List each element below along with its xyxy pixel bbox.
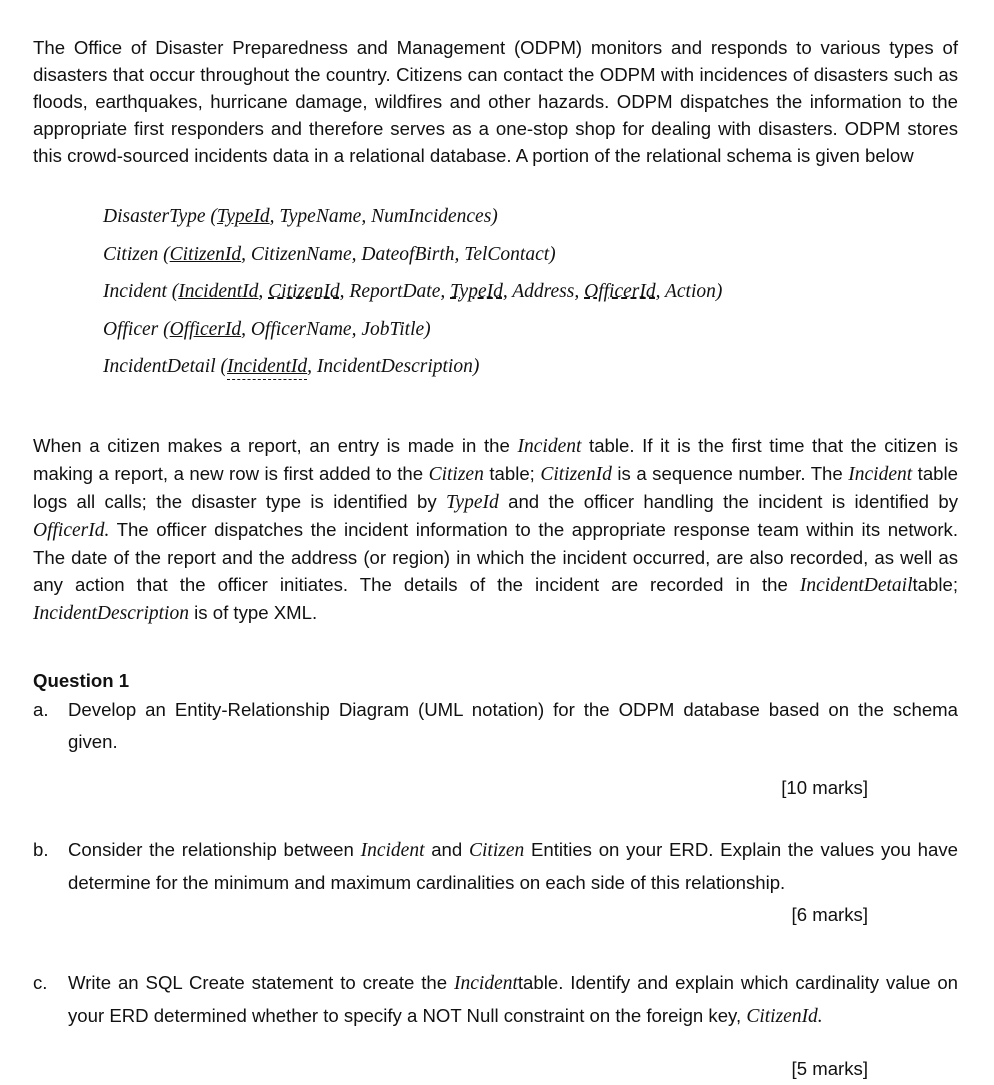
schema-attributes: , OfficerName, JobTitle) bbox=[241, 318, 431, 340]
text-run: and the officer handling the incident is identified by bbox=[498, 490, 958, 512]
text-run: and bbox=[424, 838, 469, 860]
italic-term: IncidentDescription bbox=[33, 602, 189, 624]
text-run: table. Identify and explain which cardinality value on your ERD determined whether to specify a NOT Null constraint on the foreign key, bbox=[68, 971, 959, 1026]
italic-term: Citizen bbox=[468, 839, 525, 861]
marks-b: [6 marks] bbox=[791, 903, 868, 925]
italic-term: TypeId bbox=[446, 491, 499, 513]
italic-term: OfficerId. bbox=[33, 519, 110, 541]
text-run: is of type XML. bbox=[188, 601, 318, 623]
question-part-a bbox=[33, 694, 958, 758]
text-run: Entities on your ERD. Explain the values you have determine for the minimum and maximum cardinalities on each side of this relationship. bbox=[68, 838, 958, 893]
schema-attributes: , TypeName, NumIncidences) bbox=[269, 206, 498, 227]
marks-a: [10 marks] bbox=[781, 776, 868, 798]
schema-officer bbox=[103, 311, 958, 349]
italic-term: Incident bbox=[360, 839, 425, 861]
part-label: c. bbox=[33, 971, 48, 993]
text-run: Write an SQL Create statement to create the bbox=[68, 971, 454, 993]
text-run: The officer dispatches the incident information to the appropriate response team within its network. The date of the report and the address (or region) in which the incident occurred, are also recorded, as well as any action that the officer initiates. The details of the incident are recorded in the bbox=[33, 518, 958, 595]
italic-term: Incident bbox=[517, 435, 582, 457]
schema-primary-key: IncidentId bbox=[227, 356, 307, 380]
schema-table-name: Incident ( bbox=[103, 281, 179, 302]
schema-incidentdetail bbox=[103, 348, 958, 386]
question-part-c bbox=[33, 967, 958, 1033]
schema-attributes: , ReportDate, bbox=[339, 281, 451, 302]
schema-primary-key: TypeId bbox=[216, 206, 270, 227]
schema-foreign-key: CitizenId bbox=[268, 281, 340, 302]
text-run: is a sequence number. The bbox=[611, 462, 849, 484]
part-text: Develop an Entity-Relationship Diagram (UML notation) for the ODPM database based on the schema given. bbox=[68, 698, 958, 752]
schema-incident bbox=[103, 273, 958, 311]
schema-attributes: , CitizenName, DateofBirth, TelContact) bbox=[241, 243, 556, 265]
schema-foreign-key: TypeId bbox=[450, 281, 503, 302]
schema-table-name: Citizen ( bbox=[103, 243, 170, 265]
part-label: a. bbox=[33, 698, 49, 720]
text-run: Consider the relationship between bbox=[68, 838, 361, 860]
schema-table-name: IncidentDetail ( bbox=[103, 356, 227, 377]
schema-attributes: , IncidentDescription) bbox=[307, 356, 480, 377]
schema-citizen bbox=[103, 236, 958, 274]
schema-separator: , bbox=[258, 281, 269, 302]
schema-attributes: , Action) bbox=[655, 281, 723, 302]
italic-term: Citizen bbox=[428, 463, 484, 485]
intro-paragraph: The Office of Disaster Preparedness and Management (ODPM) monitors and responds to various types of disasters that occur throughout the country. Citizens can contact the ODPM with incidences of disasters such as floods, earthquakes, hurricane damage, wildfires and other hazards. ODPM dispatches the information to the appropriate first responders and therefore serves as a one-stop shop for dealing with disasters. ODPM stores this crowd-sourced incidents data in a relational database. A portion of the relational schema is given below bbox=[33, 37, 958, 166]
schema-foreign-key: OfficerId bbox=[584, 281, 656, 302]
schema-primary-key: IncidentId bbox=[178, 281, 259, 302]
italic-term: IncidentDetail bbox=[799, 574, 913, 596]
relational-schema bbox=[103, 198, 958, 386]
schema-disastertype bbox=[103, 198, 958, 236]
document-page bbox=[33, 34, 958, 1085]
text-run: When a citizen makes a report, an entry is made in the bbox=[33, 434, 518, 456]
italic-term: CitizenId. bbox=[746, 1005, 823, 1027]
italic-term: Incident bbox=[454, 972, 518, 994]
schema-table-name: DisasterType ( bbox=[103, 206, 217, 227]
schema-primary-key: OfficerId bbox=[169, 318, 242, 340]
schema-attributes: , Address, bbox=[502, 281, 585, 302]
schema-table-name: Officer ( bbox=[103, 318, 170, 340]
part-label: b. bbox=[33, 838, 49, 860]
italic-term: Incident bbox=[848, 463, 913, 485]
text-run: table; bbox=[912, 573, 958, 595]
text-run: table; bbox=[483, 462, 541, 484]
text-run: table logs all calls; the disaster type is identified by bbox=[33, 462, 958, 512]
text-run: table. If it is the first time that the citizen is making a report, a new row is first added to the bbox=[33, 434, 958, 484]
question-part-b bbox=[33, 834, 958, 899]
description-paragraph bbox=[33, 432, 958, 627]
schema-primary-key: CitizenId bbox=[169, 243, 242, 265]
marks-c: [5 marks] bbox=[791, 1057, 868, 1079]
italic-term: CitizenId bbox=[540, 463, 612, 485]
question-heading: Question 1 bbox=[33, 669, 130, 691]
